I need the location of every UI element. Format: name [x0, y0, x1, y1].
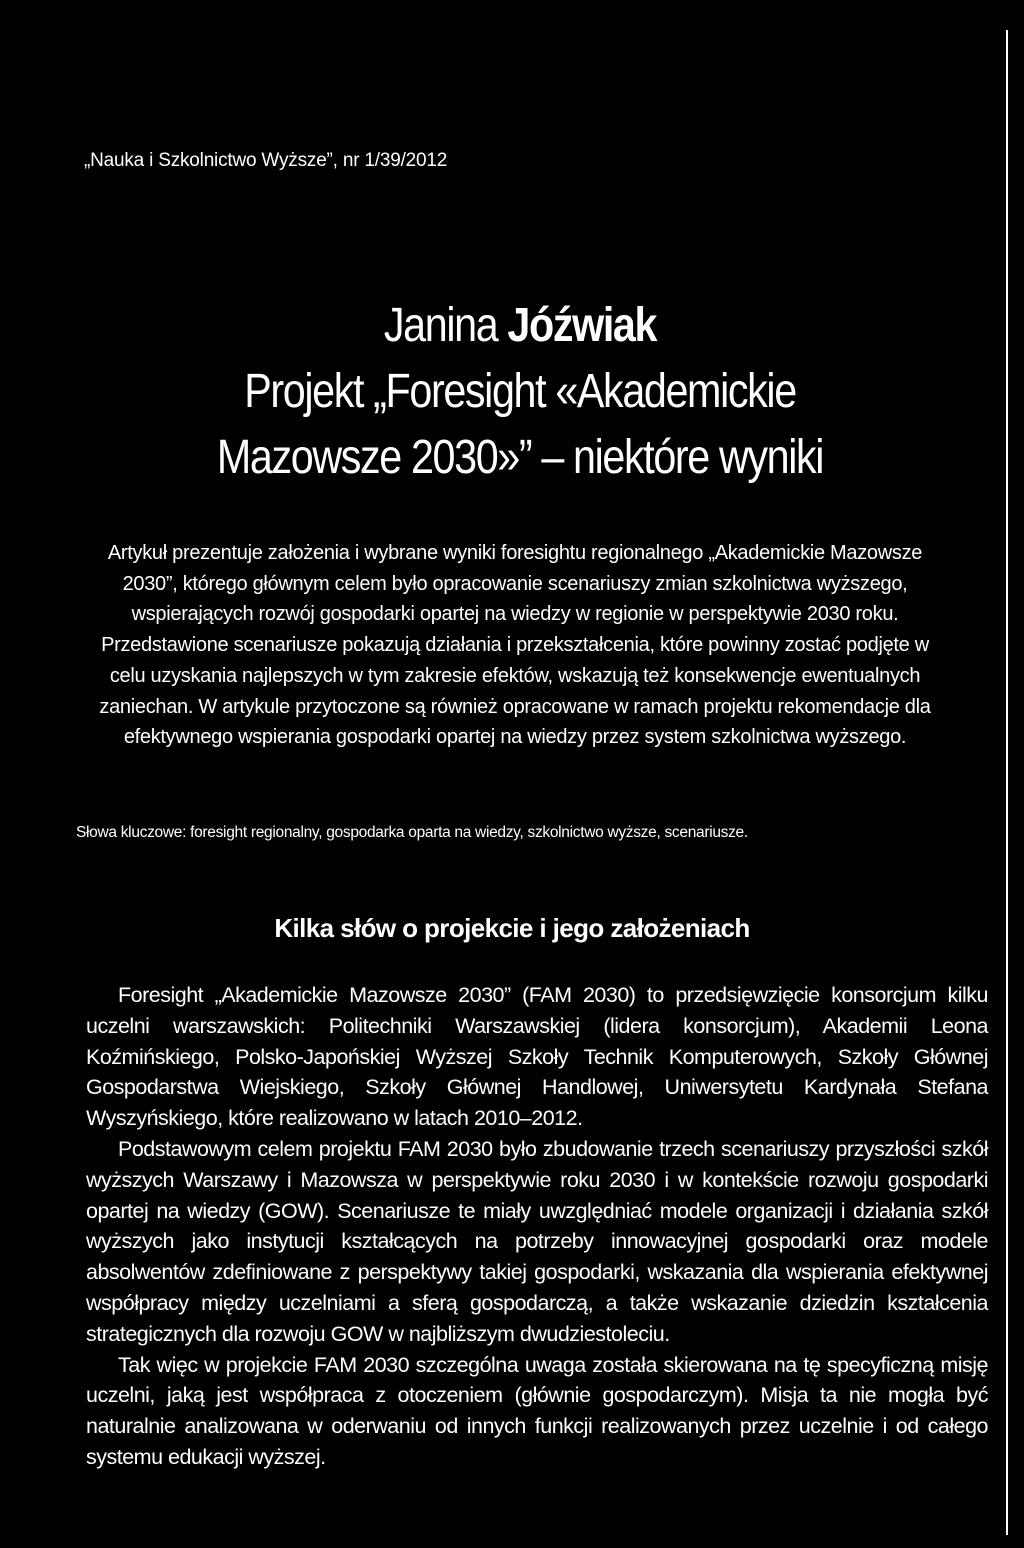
section-body	[86, 980, 988, 1473]
abstract-text: Artykuł prezentuje założenia i wybrane wyniki foresightu regionalnego „Akademickie Mazowsze 2030”, którego głównym celem było opracowanie scenariuszy zmian szkolnictwa wyższego, wspierających rozwój gospodarki opartej na wiedzy w regionie w perspektywie 2030 roku. Przedstawione scenariusze pokazują działania i przekształcenia, które powinny zostać podjęte w celu uzyskania najlepszych w tym zakresie efektów, wskazują też konsekwencje ewentualnych zaniechan. W artykule przytoczone są również opracowane w ramach projektu rekomendacje dla efektywnego wspierania gospodarki opartej na wiedzy przez system szkolnictwa wyższego.	[99, 542, 931, 749]
author-surname: Jóźwiak	[507, 299, 657, 352]
page-edge-rule	[1006, 30, 1008, 1535]
section-heading: Kilka słów o projekcie i jego założeniach	[274, 913, 750, 943]
abstract	[92, 538, 938, 753]
keywords-value: foresight regionalny, gospodarka oparta na wiedzy, szkolnictwo wyższe, scenariusze.	[190, 824, 748, 841]
journal-header: „Nauka i Szkolnictwo Wyższe”, nr 1/39/2012	[84, 150, 448, 171]
author-first-name: Janina	[383, 299, 498, 352]
body-paragraph: Tak więc w projekcie FAM 2030 szczególna uwaga została skierowana na tę specyficzną misję uczelni, jaką jest współpraca z otoczeniem (głównie gospodarczym). Misja ta nie mogła być naturalnie analizowana w oderwaniu od innych funkcji realizowanych przez uczelnie i od całego systemu edukacji wyższej.	[86, 1352, 988, 1469]
keywords	[76, 824, 748, 842]
keywords-label: Słowa kluczowe:	[76, 824, 187, 841]
title-line-1: Projekt „Foresight «Akademickie	[244, 365, 796, 418]
body-paragraph: Foresight „Akademickie Mazowsze 2030” (FAM 2030) to przedsięwzięcie konsorcjum kilku uczelni warszawskich: Politechniki Warszawskiej (lidera konsorcjum), Akademii Leona Koźmińskiego, Polsko-Japońskiej Wyższej Szkoły Technik Komputerowych, Szkoły Głównej Gospodarstwa Wiejskiego, Szkoły Głównej Handlowej, Uniwersytetu Kardynała Stefana Wyszyńskiego, które realizowano w latach 2010–2012.	[86, 983, 988, 1131]
body-paragraph: Podstawowym celem projektu FAM 2030 było zbudowanie trzech scenariuszy przyszłości szkół wyższych Warszawy i Mazowsza w perspektywie roku 2030 i w kontekście rozwoju gospodarki opartej na wiedzy (GOW). Scenariusze te miały uwzględniać modele organizacji i działania szkół wyższych jako instytucji kształcących na potrzeby innowacyjnej gospodarki oraz modele absolwentów zdefiniowane z perspektywy takiej gospodarki, wskazania dla wspierania efektywnej współpracy między uczelniami a sferą gospodarczą, a także wskazanie dziedzin kształcenia strategicznych dla rozwoju GOW w najbliższym dwudziestoleciu.	[86, 1136, 988, 1346]
article-title-block	[90, 293, 950, 491]
author-line	[150, 293, 890, 359]
title-line-2: Mazowsze 2030»” – niektóre wyniki	[216, 431, 824, 484]
